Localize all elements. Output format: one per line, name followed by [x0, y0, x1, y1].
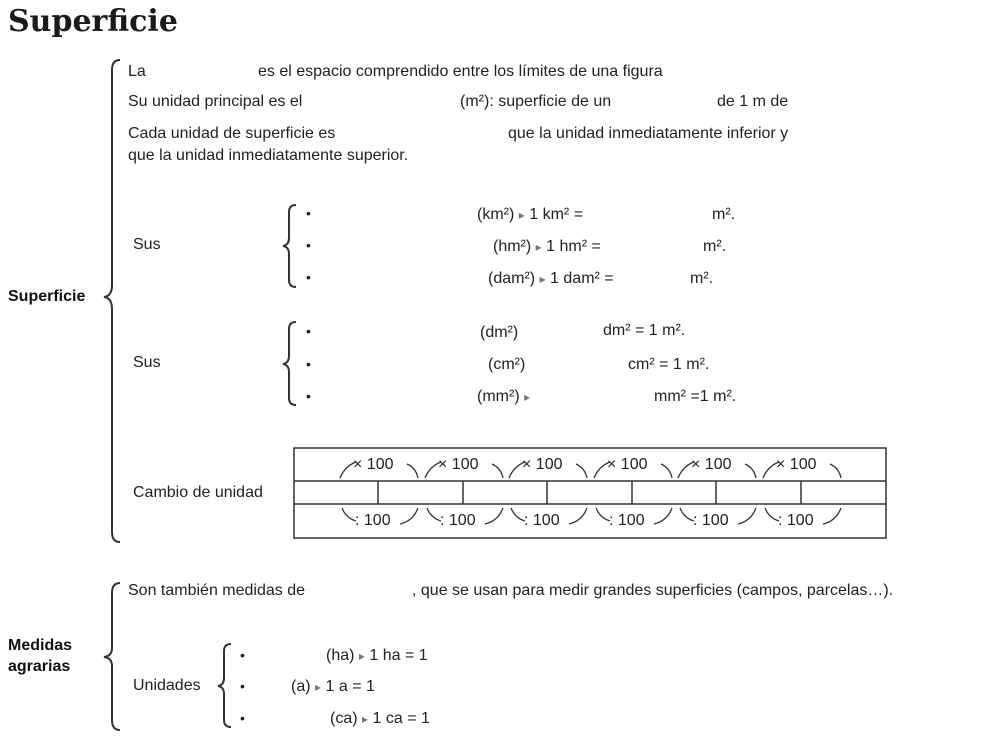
bullet: • [240, 647, 245, 663]
unit-ha: (ha) ▸ 1 ha = 1 [326, 647, 428, 664]
submultiples-label: Sus [133, 354, 161, 371]
bullet: • [306, 269, 311, 285]
line3-end: que la unidad inmediatamente inferior y [508, 125, 789, 142]
blank-dam-value[interactable] [646, 269, 686, 289]
conv-times-3: × 100 [522, 456, 563, 473]
unit-hm: (hm²) ▸ 1 hm² = [493, 238, 601, 255]
conv-div-5: : 100 [693, 512, 729, 529]
conv-div-3: : 100 [524, 512, 560, 529]
brace-submultiples [283, 322, 296, 405]
conv-times-1: × 100 [353, 456, 394, 473]
unit-a: (a) ▸ 1 a = 1 [291, 678, 375, 695]
blank-mm-name[interactable] [325, 387, 475, 407]
blank-ca-value[interactable] [462, 709, 542, 729]
blank-dam-name[interactable] [325, 268, 480, 288]
blank-km-value[interactable] [620, 205, 708, 225]
blank-cm-value[interactable] [540, 355, 624, 375]
unit-dam: (dam²) ▸ 1 dam² = [488, 270, 614, 287]
unit-cm-eq: cm² = 1 m². [628, 356, 710, 373]
bullet: • [240, 678, 245, 694]
bullet: • [306, 388, 311, 404]
cell-unit-4[interactable] [549, 483, 630, 503]
unit-mm: (mm²) ▸ [477, 388, 531, 405]
blank-agrarias-kind[interactable] [330, 581, 410, 601]
conv-times-4: × 100 [607, 456, 648, 473]
brace-multiples [283, 205, 296, 287]
conv-div-4: : 100 [609, 512, 645, 529]
line1-start: La [128, 63, 146, 80]
label-medidas: Medidas [8, 637, 73, 654]
unit-dm-eq: dm² = 1 m². [603, 322, 686, 339]
blank-unit-name[interactable] [330, 92, 456, 112]
blank-concept[interactable] [155, 62, 255, 82]
brace-superficie [104, 60, 120, 542]
line4: que la unidad inmediatamente superior. [128, 147, 409, 164]
line3-start: Cada unidad de superficie es [128, 125, 336, 142]
line2-end: de 1 m de [717, 93, 789, 110]
line2-mid: (m²): superficie de un [460, 93, 612, 110]
cell-unit-1[interactable] [296, 483, 376, 503]
label-agrarias: agrarias [8, 658, 71, 675]
cell-unit-5[interactable] [634, 483, 714, 503]
cell-unit-6[interactable] [718, 483, 799, 503]
unit-dm: (dm²) [480, 324, 519, 341]
blank-a-value[interactable] [406, 677, 486, 697]
bullet: • [306, 356, 311, 372]
blank-km-name[interactable] [325, 204, 473, 224]
blank-submultiples[interactable] [168, 353, 268, 373]
blank-a-name[interactable] [258, 677, 286, 697]
blank-hm-name[interactable] [325, 236, 485, 256]
cell-unit-2[interactable] [380, 483, 461, 503]
cambio-label: Cambio de unidad [133, 484, 263, 501]
blank-multiples[interactable] [168, 235, 268, 255]
conv-div-6: : 100 [778, 512, 814, 529]
unit-km-tail: m². [712, 206, 736, 223]
blank-hm-value[interactable] [636, 237, 698, 257]
conv-div-1: : 100 [355, 512, 391, 529]
unit-hm-tail: m². [703, 238, 727, 255]
conv-div-2: : 100 [440, 512, 476, 529]
unit-cm: (cm²) [488, 356, 526, 373]
brace-unidades [218, 644, 231, 727]
page-title: Superficie [8, 4, 178, 39]
cell-unit-7[interactable] [803, 483, 884, 503]
line1-end: es el espacio comprendido entre los límites de una figura [258, 63, 663, 80]
blank-ha-value[interactable] [460, 646, 540, 666]
blank-ha-name[interactable] [258, 646, 320, 666]
bullet: • [306, 205, 311, 221]
agrarias-line1-end: , que se usan para medir grandes superficies (campos, parcelas…). [412, 582, 894, 599]
brace-agrarias [104, 583, 120, 730]
unit-ca: (ca) ▸ 1 ca = 1 [330, 710, 430, 727]
multiples-label: Sus [133, 236, 161, 253]
blank-ca-name[interactable] [258, 709, 324, 729]
label-superficie: Superficie [8, 288, 86, 305]
conv-times-5: × 100 [691, 456, 732, 473]
blank-dm-name[interactable] [325, 322, 475, 342]
agrarias-line1-start: Son también medidas de [128, 582, 305, 599]
unit-km: (km²) ▸ 1 km² = [477, 206, 584, 223]
unidades-label: Unidades [133, 677, 201, 694]
blank-cm-name[interactable] [325, 355, 480, 375]
blank-figure[interactable] [635, 92, 713, 112]
blank-times[interactable] [365, 124, 503, 144]
unit-mm-eq: mm² =1 m². [654, 388, 737, 405]
blank-dm-value[interactable] [535, 323, 597, 343]
unit-dam-tail: m². [690, 270, 714, 287]
bullet: • [240, 710, 245, 726]
bullet: • [306, 323, 311, 339]
conv-times-6: × 100 [776, 456, 817, 473]
blank-mm-value[interactable] [553, 387, 649, 407]
bullet: • [306, 237, 311, 253]
cell-unit-3[interactable] [465, 483, 545, 503]
conv-times-2: × 100 [438, 456, 479, 473]
line2-start: Su unidad principal es el [128, 93, 303, 110]
